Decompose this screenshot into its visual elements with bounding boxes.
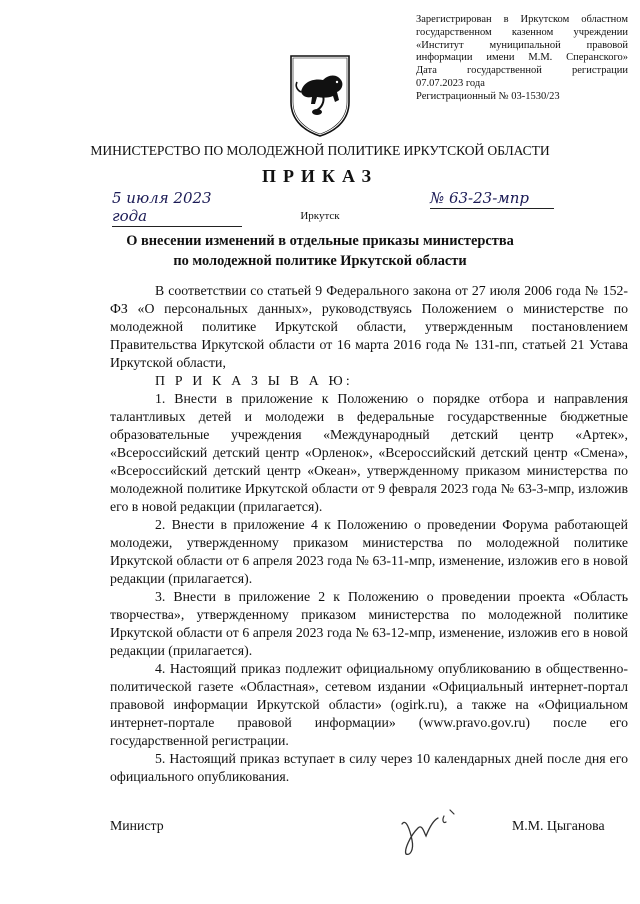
document-type: ПРИКАЗ bbox=[261, 166, 379, 186]
registration-line: «Институт муниципальной правовой bbox=[416, 39, 628, 51]
registration-line: Зарегистрирован в Иркутском областном bbox=[416, 14, 628, 25]
registration-stamp bbox=[416, 14, 628, 104]
irkutsk-coat-of-arms-icon bbox=[287, 52, 353, 138]
signer-position: Министр bbox=[110, 818, 164, 833]
handwritten-signature-icon bbox=[396, 800, 466, 860]
order-date: 5 июля 2023 года bbox=[112, 189, 242, 227]
order-item-4: 4. Настоящий приказ подлежит официальному опубликованию в общественно-политической газете «Областная», сетевом издании «Официальный интернет-портал правовой информации Иркутской области» (ogirk.ru), а также на «Официальном интернет-портале правовой информации» (www.pravo.gov.ru) после его государственной регистрации. bbox=[110, 661, 628, 748]
registration-line: государственном казенном учреждении bbox=[416, 26, 628, 38]
order-number: № 63-23-мпр bbox=[430, 189, 554, 209]
signer-name: М.М. Цыганова bbox=[512, 818, 605, 833]
issue-city: Иркутск bbox=[300, 210, 340, 222]
preamble-paragraph: В соответствии со статьей 9 Федерального закона от 27 июля 2006 года № 152-ФЗ «О персональных данных», руководствуясь Положением о министерстве по молодежной политике Иркутской области, утвержденным постановлением Правительства Иркутской области от 16 марта 2016 года № 131-пп, статьей 21 Устава Иркутской области, bbox=[110, 283, 628, 370]
registration-line: Дата государственной регистрации bbox=[416, 65, 628, 77]
order-item-5: 5. Настоящий приказ вступает в силу через 10 календарных дней после дня его официального опубликования. bbox=[110, 751, 628, 784]
order-command: П Р И К А З Ы В А Ю: bbox=[155, 373, 353, 388]
document-body bbox=[110, 282, 628, 786]
ministry-name: МИНИСТЕРСТВО ПО МОЛОДЕЖНОЙ ПОЛИТИКЕ ИРКУТСКОЙ ОБЛАСТИ bbox=[90, 143, 550, 158]
registration-line: информации имени М.М. Сперанского» bbox=[416, 52, 628, 64]
order-item-2: 2. Внести в приложение 4 к Положению о проведении Форума работающей молодежи, утвержденному приказом министерства по молодежной политике Иркутской области от 6 апреля 2023 года № 63-11-мпр, изменение, изложив его в новой редакции (прилагается). bbox=[110, 517, 628, 586]
order-item-1: 1. Внести в приложение к Положению о порядке отбора и направления талантливых детей и молодежи в федеральные государственные бюджетные образовательные учреждения «Международный детский центр «Артек», «Всероссийский детский центр «Орленок», «Всероссийский детский центр «Смена», «Всероссийский детский центр «Океан», утвержденному приказом министерства по молодежной политике Иркутской области от 9 февраля 2023 года № 63-3-мпр, изложив его в новой редакции (прилагается). bbox=[110, 391, 628, 514]
document-subject: О внесении изменений в отдельные приказы министерства по молодежной политике Иркутской области bbox=[126, 233, 514, 269]
registration-number: Регистрационный № 03-1530/23 bbox=[416, 90, 560, 102]
registration-date: 07.07.2023 года bbox=[416, 77, 485, 89]
order-item-3: 3. Внести в приложение 2 к Положению о проведении проекта «Область творчества», утвержденному приказом министерства по молодежной политике Иркутской области от 6 апреля 2023 года № 63-12-мпр, изменение, изложив его в новой редакции (прилагается). bbox=[110, 589, 628, 658]
